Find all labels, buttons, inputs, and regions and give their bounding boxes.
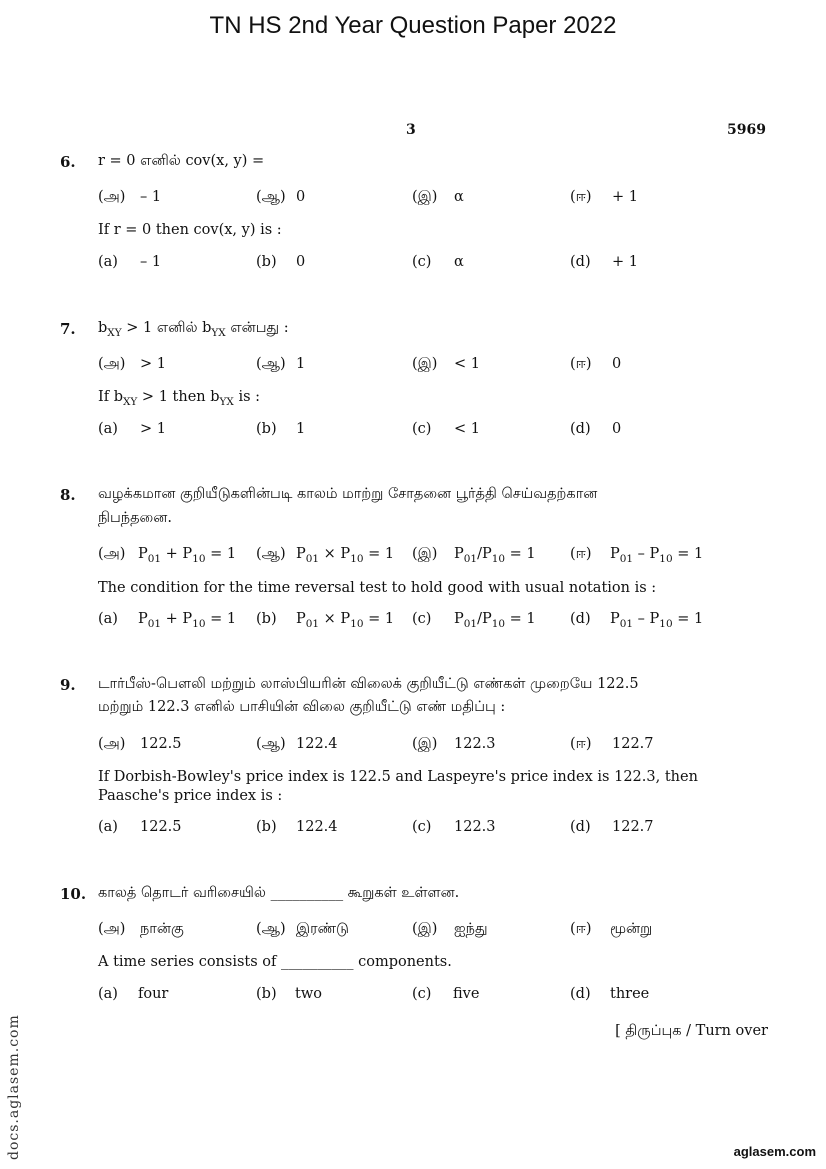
question-tamil-text: r = 0 எனில் cov(x, y) = (98, 153, 265, 169)
option-text: 0 (612, 421, 622, 437)
option-label: (ஈ) (570, 921, 592, 937)
option-text: five (453, 986, 480, 1002)
option-label: (இ) (412, 736, 438, 752)
option-text: இரண்டு (296, 921, 349, 937)
option-label: (c) (412, 819, 432, 835)
question-number: 9. (60, 676, 76, 694)
option-text: 0 (296, 254, 306, 270)
question-tamil-text: நிபந்தனை. (98, 510, 172, 526)
option-label: (d) (570, 819, 591, 835)
option-label: (அ) (98, 921, 126, 937)
option-text: 122.7 (612, 819, 654, 835)
option-label: (c) (412, 986, 432, 1002)
option-label: (இ) (412, 356, 438, 372)
question-english-text: Paasche's price index is : (98, 788, 283, 804)
option-label: (இ) (412, 921, 438, 937)
option-text: 0 (612, 356, 622, 372)
option-text: 122.3 (454, 736, 496, 752)
option-text: + 1 (612, 189, 638, 205)
question-number: 8. (60, 486, 76, 504)
option-label: (b) (256, 254, 277, 270)
option-text: 122.3 (454, 819, 496, 835)
paper-code: 5969 (727, 122, 766, 138)
option-label: (c) (412, 254, 432, 270)
option-text: $P_{01} + P_{10} = 1$ (138, 546, 237, 565)
option-label: (c) (412, 421, 432, 437)
question-english-text: If r = 0 then cov(x, y) is : (98, 222, 282, 238)
option-text: α (454, 189, 464, 205)
option-text: $P_{01}/P_{10} = 1$ (454, 546, 536, 565)
option-text: < 1 (454, 421, 480, 437)
question-english-text: If $b_{XY} > 1$ then $b_{YX}$ is : (98, 389, 261, 408)
option-text: 0 (296, 189, 306, 205)
question-english-text: A time series consists of __________ components. (98, 954, 452, 970)
option-text: > 1 (140, 421, 166, 437)
option-text: α (454, 254, 464, 270)
option-label: (d) (570, 611, 591, 627)
option-text: 122.5 (140, 819, 182, 835)
option-label: (a) (98, 986, 118, 1002)
option-text: two (295, 986, 322, 1002)
option-text: 122.4 (296, 819, 338, 835)
question-tamil-text: மற்றும் 122.3 எனில் பாசியின் விலை குறியீட்டு எண் மதிப்பு : (98, 699, 506, 715)
option-label: (அ) (98, 546, 126, 562)
option-text: $P_{01}/P_{10} = 1$ (454, 611, 536, 630)
option-label: (இ) (412, 189, 438, 205)
option-text: $P_{01} - P_{10} = 1$ (610, 546, 704, 565)
option-label: (அ) (98, 736, 126, 752)
option-label: (அ) (98, 356, 126, 372)
option-label: (c) (412, 611, 432, 627)
option-label: (ஆ) (256, 546, 286, 562)
page-banner-title: TN HS 2nd Year Question Paper 2022 (209, 12, 617, 39)
option-text: $P_{01} - P_{10} = 1$ (610, 611, 704, 630)
option-label: (b) (256, 611, 277, 627)
option-text: four (138, 986, 169, 1002)
option-label: (ஆ) (256, 356, 286, 372)
option-label: (b) (256, 421, 277, 437)
option-label: (ஈ) (570, 356, 592, 372)
question-tamil-text: டார்பீஸ்-பௌலி மற்றும் லாஸ்பியரின் விலைக் குறியீட்டு எண்கள் முறையே 122.5 (98, 676, 639, 692)
question-tamil-text: $b_{XY} > 1$ எனில் $b_{YX}$ என்பது : (98, 320, 289, 339)
question-number: 10. (60, 885, 87, 903)
option-text: $P_{01} \times P_{10} = 1$ (296, 546, 395, 565)
option-text: $P_{01} + P_{10} = 1$ (138, 611, 237, 630)
option-text: 122.4 (296, 736, 338, 752)
option-label: (ஆ) (256, 921, 286, 937)
option-text: 122.7 (612, 736, 654, 752)
option-label: (a) (98, 611, 118, 627)
site-footer: aglasem.com (733, 1144, 816, 1159)
option-label: (d) (570, 986, 591, 1002)
option-label: (a) (98, 421, 118, 437)
option-text: three (610, 986, 650, 1002)
option-text: நான்கு (140, 921, 184, 937)
question-number: 7. (60, 320, 76, 338)
page-number: 3 (406, 122, 416, 138)
option-label: (d) (570, 254, 591, 270)
question-english-text: The condition for the time reversal test to hold good with usual notation is : (98, 580, 657, 596)
option-text: ஐந்து (454, 921, 488, 937)
option-label: (ஈ) (570, 736, 592, 752)
question-tamil-text: காலத் தொடர் வரிசையில் __________ கூறுகள் உள்ளன. (98, 885, 460, 901)
option-label: (b) (256, 819, 277, 835)
option-text: 122.5 (140, 736, 182, 752)
option-label: (ஆ) (256, 189, 286, 205)
watermark: docs.aglasem.com (6, 1014, 22, 1160)
option-label: (d) (570, 421, 591, 437)
option-label: (a) (98, 254, 118, 270)
option-label: (a) (98, 819, 118, 835)
question-tamil-text: வழக்கமான குறியீடுகளின்படி காலம் மாற்று சோதனை பூர்த்தி செய்வதற்கான (98, 486, 598, 502)
option-text: + 1 (612, 254, 638, 270)
option-text: – 1 (140, 254, 162, 270)
option-label: (அ) (98, 189, 126, 205)
question-english-text: If Dorbish-Bowley's price index is 122.5 and Laspeyre's price index is 122.3, then (98, 769, 698, 785)
option-text: 1 (296, 356, 306, 372)
option-label: (இ) (412, 546, 438, 562)
question-number: 6. (60, 153, 76, 171)
option-label: (ஈ) (570, 546, 592, 562)
option-text: – 1 (140, 189, 162, 205)
option-text: மூன்று (610, 921, 653, 937)
option-text: $P_{01} \times P_{10} = 1$ (296, 611, 395, 630)
option-label: (ஈ) (570, 189, 592, 205)
option-text: > 1 (140, 356, 166, 372)
turn-over-note: [ திருப்புக / Turn over (615, 1023, 768, 1039)
option-text: < 1 (454, 356, 480, 372)
option-text: 1 (296, 421, 306, 437)
option-label: (b) (256, 986, 277, 1002)
option-label: (ஆ) (256, 736, 286, 752)
